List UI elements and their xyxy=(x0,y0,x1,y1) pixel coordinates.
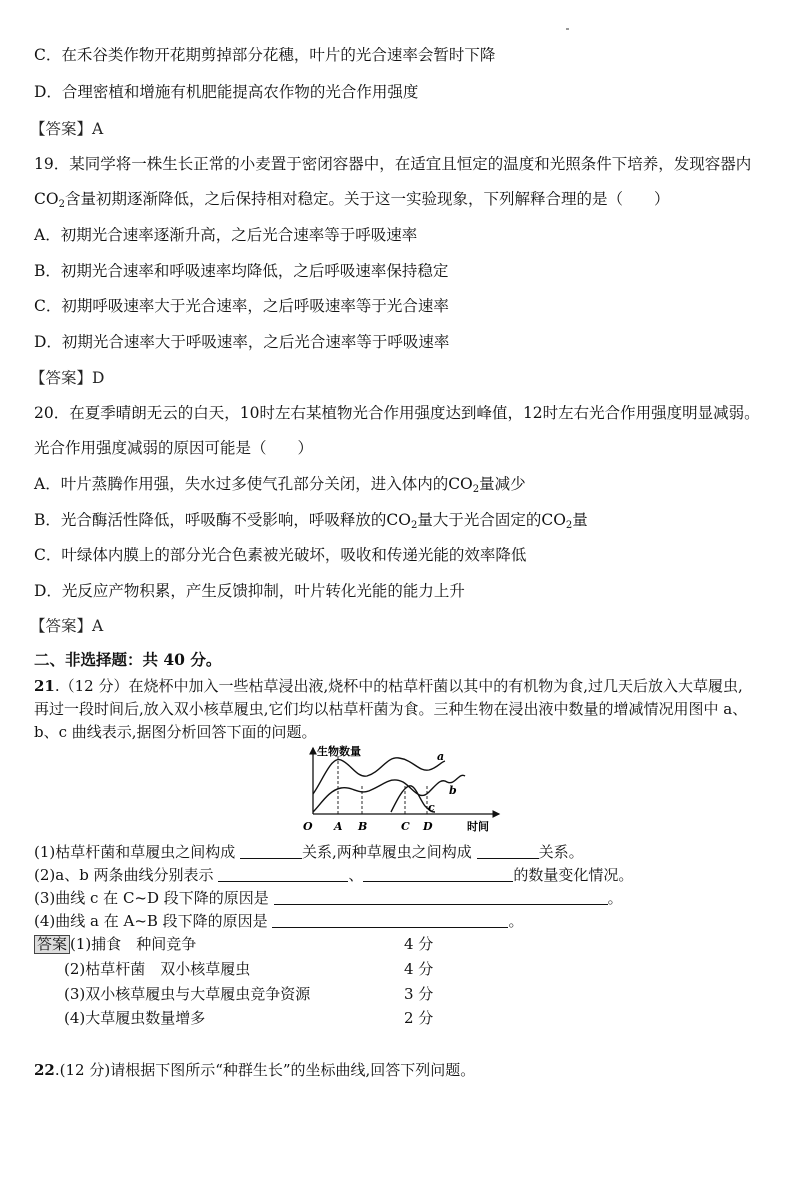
q21-part3: (3)曲线 c 在 C~D 段下降的原因是 。 xyxy=(34,889,623,907)
answer-score-4: 2 分 xyxy=(404,1009,434,1027)
q21-answer-row-3: (3)双小核草履虫与大草履虫竞争资源 xyxy=(64,985,311,1003)
q20-stem-line2: 光合作用强度减弱的原因可能是（ ） xyxy=(34,439,314,457)
series-label-b: b xyxy=(449,784,457,797)
q21-part4: (4)曲线 a 在 A~B 段下降的原因是 。 xyxy=(34,912,524,930)
blank-4[interactable] xyxy=(363,867,513,882)
blank-1[interactable] xyxy=(240,844,302,859)
q21-part1: (1)枯草杆菌和草履虫之间构成 关系,两种草履虫之间构成 关系。 xyxy=(34,843,584,861)
curve-a xyxy=(313,758,445,794)
q19-option-a: A．初期光合速率逐渐升高，之后光合速率等于呼吸速率 xyxy=(34,226,418,244)
q21-stem-line1: 21.（12 分）在烧杯中加入一些枯草浸出液,烧杯中的枯草杆菌以其中的有机物为食,过几天后放入大草履虫, xyxy=(34,677,743,695)
answer-text: (1)捕食 种间竞争 xyxy=(70,935,197,953)
q21-stem-line3: b、c 曲线表示,据图分析回答下面的问题。 xyxy=(34,723,317,741)
q19-stem-line1: 19．某同学将一株生长正常的小麦置于密闭容器中，在适宜且恒定的温度和光照条件下培养，发现容器内 xyxy=(34,155,752,173)
q20-option-d: D．光反应产物积累，产生反馈抑制，叶片转化光能的能力上升 xyxy=(34,582,465,600)
q22-stem: 22.(12 分)请根据下图所示“种群生长”的坐标曲线,回答下列问题。 xyxy=(34,1061,476,1079)
q21-part2: (2)a、b 两条曲线分别表示 、 的数量变化情况。 xyxy=(34,866,634,884)
q19-stem-line2: $CO_2$含量初期逐渐降低，之后保持相对稳定。关于这一实验现象，下列解释合理的是（ ） xyxy=(34,190,670,210)
answer-score-2: 4 分 xyxy=(404,960,434,978)
section-heading: 二、非选择题：共 40 分。 xyxy=(34,650,222,669)
blank-3[interactable] xyxy=(218,867,348,882)
answer-label: 答案 xyxy=(34,935,70,954)
series-label-a: a xyxy=(437,750,445,763)
q20-stem-line1: 20．在夏季晴朗无云的白天，10时左右某植物光合作用强度达到峰值，12时左右光合作用强度明显减弱。 xyxy=(34,404,760,422)
answer-score-3: 3 分 xyxy=(404,985,434,1003)
tick-label-d: D xyxy=(423,820,433,833)
q21-answer-row-1 xyxy=(34,933,196,954)
blank-6[interactable] xyxy=(272,913,508,928)
q19-answer: 【答案】D xyxy=(30,369,105,387)
q18-answer: 【答案】A xyxy=(30,120,104,138)
y-axis-label: 生物数量 xyxy=(317,745,361,758)
q19-option-c: C．初期呼吸速率大于光合速率，之后呼吸速率等于光合速率 xyxy=(34,297,449,315)
tick-label-a: A xyxy=(334,820,343,833)
q19-option-b: B．初期光合速率和呼吸速率均降低，之后呼吸速率保持稳定 xyxy=(34,262,449,280)
origin-label: O xyxy=(303,820,313,833)
series-label-c: c xyxy=(428,801,435,814)
q18-option-c: C．在禾谷类作物开花期剪掉部分花穗，叶片的光合速率会暂时下降 xyxy=(34,46,496,64)
q20-option-b: B．光合酶活性降低，呼吸酶不受影响，呼吸释放的$CO_2$量大于光合固定的$CO_2$量 xyxy=(34,511,588,531)
q21-stem-line2: 再过一段时间后,放入双小核草履虫,它们均以枯草杆菌为食。三种生物在浸出液中数量的增减情况用图中 a、 xyxy=(34,700,748,718)
x-axis-label: 时间 xyxy=(467,820,489,833)
population-chart xyxy=(295,742,505,834)
q21-answer-row-4: (4)大草履虫数量增多 xyxy=(64,1009,206,1027)
q18-option-d: D．合理密植和增施有机肥能提高农作物的光合作用强度 xyxy=(34,83,419,101)
blank-2[interactable] xyxy=(477,844,539,859)
q20-answer: 【答案】A xyxy=(30,617,104,635)
q20-option-a: A．叶片蒸腾作用强，失水过多使气孔部分关闭，进入体内的$CO_2$量减少 xyxy=(34,475,526,495)
curve-b xyxy=(313,775,465,812)
q19-option-d: D．初期光合速率大于呼吸速率，之后光合速率等于呼吸速率 xyxy=(34,333,450,351)
q20-option-c: C．叶绿体内膜上的部分光合色素被光破坏，吸收和传递光能的效率降低 xyxy=(34,546,527,564)
blank-5[interactable] xyxy=(274,890,608,905)
tick-label-c: C xyxy=(401,820,410,833)
q21-answer-row-2: (2)枯草杆菌 双小核草履虫 xyxy=(64,960,251,978)
scan-dot xyxy=(566,28,569,30)
answer-score-1: 4 分 xyxy=(404,935,434,953)
tick-label-b: B xyxy=(358,820,368,833)
